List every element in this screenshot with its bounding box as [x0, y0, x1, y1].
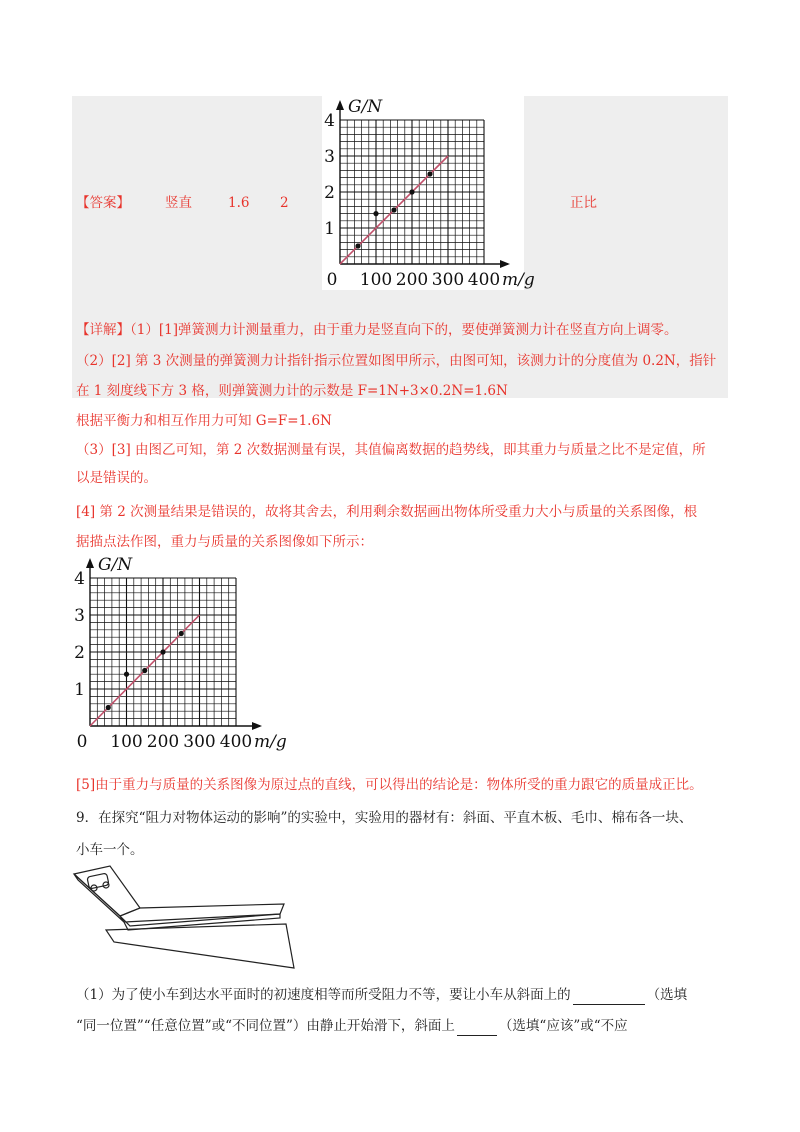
- y-axis-arrow: [336, 100, 344, 110]
- x-tick-label: 400: [467, 270, 501, 290]
- data-point: [427, 171, 432, 176]
- x-tick-label: 0: [76, 732, 88, 752]
- detail-line-8: 据描点法作图，重力与质量的关系图像如下所示：: [76, 534, 373, 550]
- answer-blank-2[interactable]: [457, 1019, 497, 1036]
- q9-line-1: 9．在探究“阻力对物体运动的影响”的实验中，实验用的器材有：斜面、平直木板、毛巾、棉布各一块、: [76, 810, 693, 826]
- detail-line-4: 根据平衡力和相互作用力可知 G=F=1.6N: [76, 413, 332, 429]
- detail-line-1: 【详解】（1）[1]弹簧测力计测量重力，由于重力是竖直向下的，要使弹簧测力计在竖直方向上调零。: [76, 322, 678, 338]
- y-axis-label: G/N: [348, 97, 383, 117]
- detail-line-6: 以是错误的。: [76, 470, 157, 486]
- x-tick-label: 200: [146, 732, 180, 752]
- x-axis-label: m/g: [254, 732, 287, 752]
- q9-sub1-text-c: “同一位置”“任意位置”或“不同位置”）由静止开始滑下，斜面上: [76, 1018, 455, 1034]
- x-tick-label: 400: [219, 732, 253, 752]
- y-tick-label: 4: [74, 569, 85, 589]
- answer-item-4: 正比: [570, 195, 597, 211]
- detail-line-2: （2）[2] 第 3 次测量的弹簧测力计指针指示位置如图甲所示，由图可知，该测力计的分度值为 0.2N，指针: [76, 353, 717, 369]
- data-point: [106, 705, 111, 710]
- q9-sub1-text-a: （1）为了使小车到达水平面时的初速度相等而所受阻力不等，要让小车从斜面上的: [76, 987, 571, 1003]
- detail-line-9: [5]由于重力与质量的关系图像为原过点的直线，可以得出的结论是：物体所受的重力跟它的质量成正比。: [76, 777, 703, 793]
- answer-item-1: 竖直: [165, 195, 192, 211]
- detail-line-3: 在 1 刻度线下方 3 格，则弹簧测力计的示数是 F=1N+3×0.2N=1.6N: [76, 383, 508, 399]
- x-tick-label: 100: [359, 270, 393, 290]
- data-point: [373, 211, 378, 216]
- incline-apparatus-illustration: [72, 864, 296, 970]
- data-point: [124, 672, 129, 677]
- graph-top: [322, 96, 535, 290]
- data-point: [355, 243, 360, 248]
- y-tick-label: 3: [324, 147, 335, 167]
- data-point: [391, 207, 396, 212]
- x-axis-label: m/g: [502, 270, 535, 290]
- answer-item-2: 1.6: [228, 195, 250, 211]
- detail-line-7: [4] 第 2 次测量结果是错误的，故将其舍去，利用剩余数据画出物体所受重力大小与质量的关系图像，根: [76, 504, 698, 520]
- data-point: [409, 189, 414, 194]
- answer-blank-1[interactable]: [573, 988, 645, 1005]
- data-point: [142, 668, 147, 673]
- q9-line-2: 小车一个。: [76, 842, 144, 858]
- answer-tag: 【答案】: [76, 195, 130, 211]
- y-tick-label: 4: [324, 111, 335, 131]
- graph-top-svg: [322, 96, 535, 290]
- graph-bottom: [72, 555, 287, 752]
- answer-item-3: 2: [280, 195, 289, 211]
- x-tick-label: 200: [395, 270, 429, 290]
- x-tick-label: 300: [183, 732, 216, 752]
- q9-sub1-line-2: [76, 1016, 628, 1036]
- y-tick-label: 2: [324, 183, 335, 203]
- x-tick-label: 100: [110, 732, 143, 752]
- q9-sub1-text-d: （选填“应该”或“不应: [498, 1018, 628, 1034]
- graph-bottom-svg: [72, 555, 287, 752]
- y-tick-label: 2: [74, 643, 85, 663]
- y-tick-label: 1: [324, 219, 335, 239]
- x-axis-arrow: [500, 260, 510, 268]
- data-point: [160, 649, 165, 654]
- x-axis-arrow: [252, 722, 262, 730]
- x-tick-label: 300: [431, 270, 465, 290]
- q9-sub1-line-1: [76, 985, 687, 1005]
- q9-sub1-text-b: （选填: [646, 987, 688, 1003]
- y-tick-label: 1: [74, 680, 85, 700]
- y-axis-arrow: [86, 558, 94, 568]
- detail-line-5: （3）[3] 由图乙可知，第 2 次数据测量有误，其值偏离数据的趋势线，即其重力与质量之比不是定值，所: [76, 442, 706, 458]
- data-point: [179, 631, 184, 636]
- y-tick-label: 3: [74, 606, 85, 626]
- x-tick-label: 0: [326, 270, 338, 290]
- y-axis-label: G/N: [98, 555, 133, 575]
